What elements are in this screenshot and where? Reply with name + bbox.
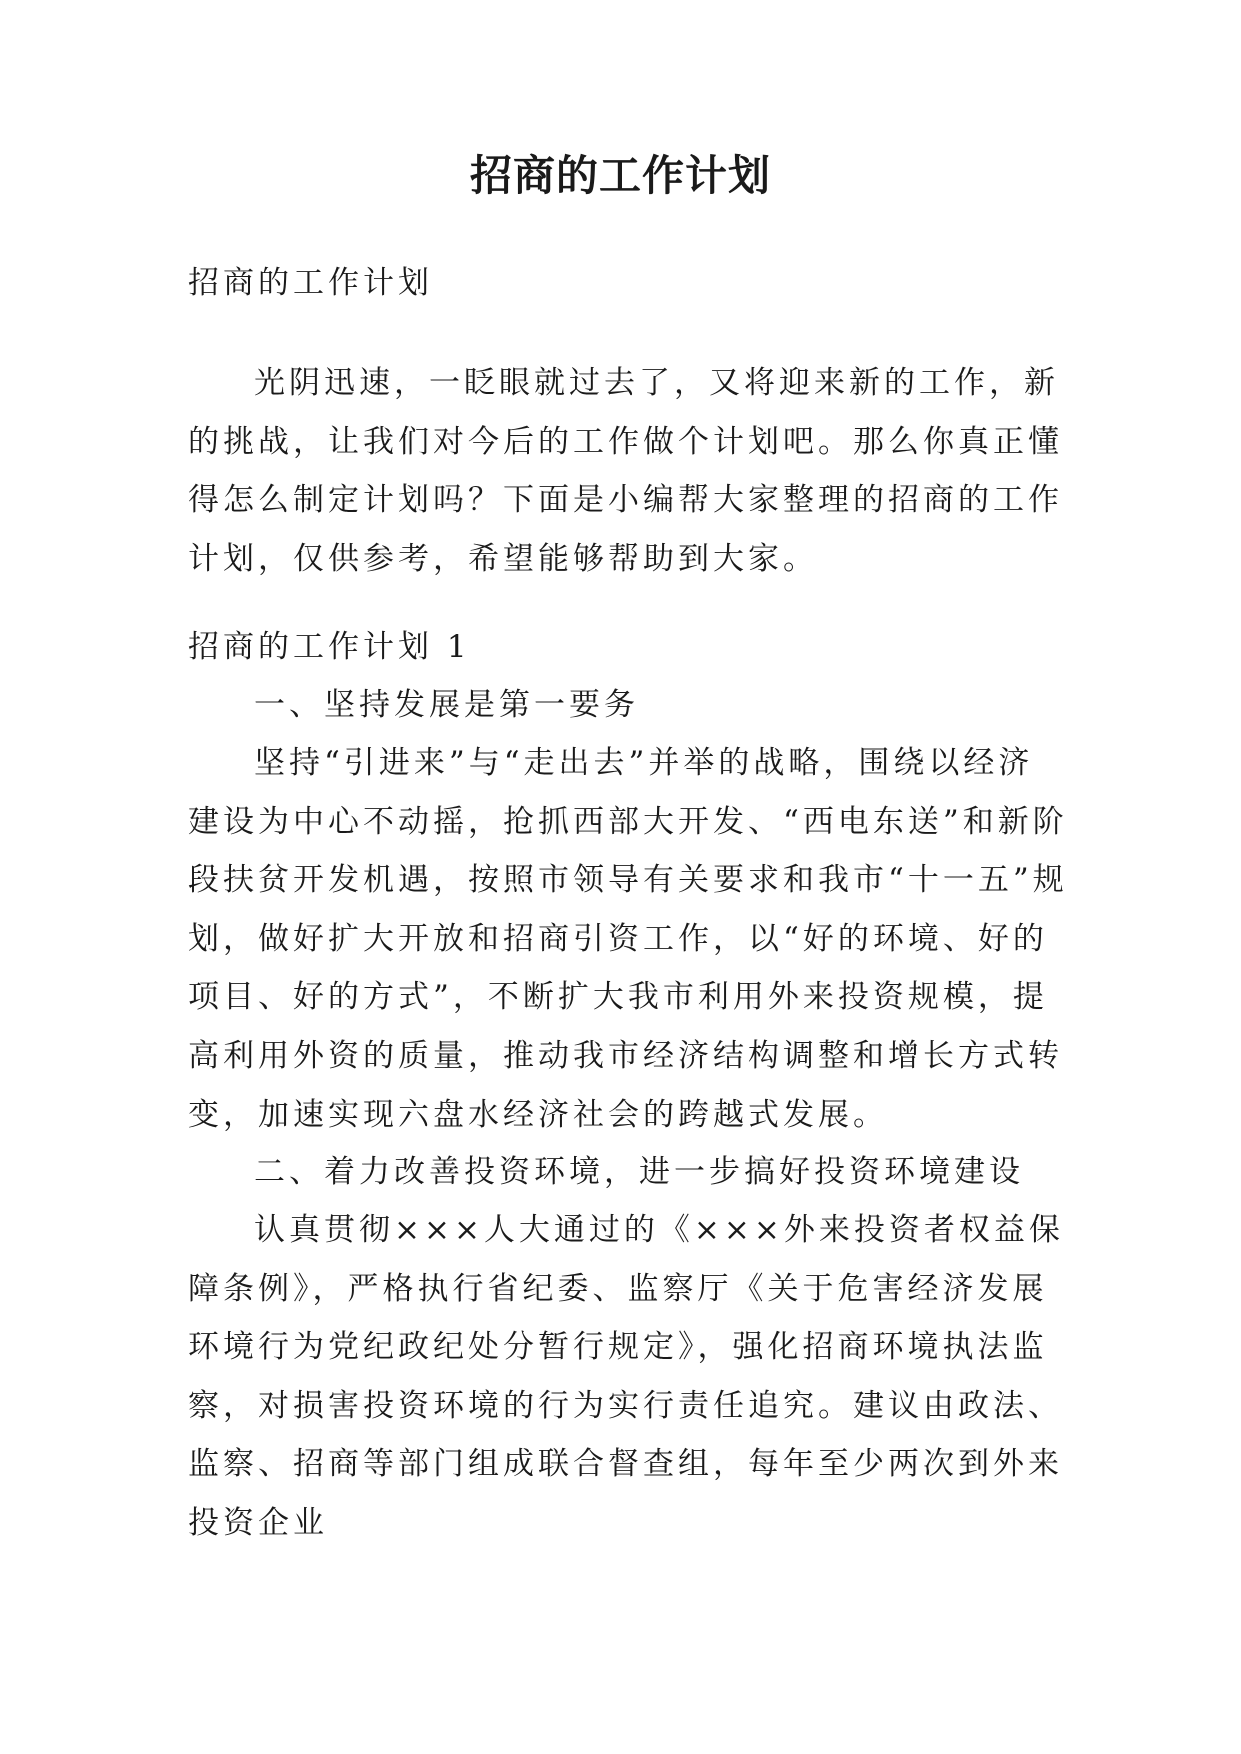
section2-heading: 二、着力改善投资环境，进一步搞好投资环境建设 bbox=[254, 1154, 1024, 1190]
document-title: 招商的工作计划 bbox=[469, 151, 771, 200]
document-subtitle: 招商的工作计划 bbox=[188, 265, 433, 301]
section1-body: 坚持“引进来”与“走出去”并举的战略，围绕以经济建设为中心不动摇，抢抓西部大开发、“西电东送”和新阶段扶贫开发机遇，按照市领导有关要求和我市“十一五”规划，做好扩大开放和招商引资工作，以“好的环境、好的项目、好的方式”，不断扩大我市利用外来投资规模，提高利用外资的质量，推动我市经济结构调整和增长方式转变，加速实现六盘水经济社会的跨越式发展。 bbox=[188, 745, 1068, 1133]
section1-heading: 一、坚持发展是第一要务 bbox=[254, 687, 639, 723]
section2-body: 认真贯彻×××人大通过的《×××外来投资者权益保障条例》，严格执行省纪委、监察厅《关于危害经济发展环境行为党纪政纪处分暂行规定》，强化招商环境执法监察，对损害投资环境的行为实行责任追究。建议由政法、监察、招商等部门组成联合督查组，每年至少两次到外来投资企业 bbox=[188, 1212, 1064, 1541]
section-heading: 招商的工作计划 1 bbox=[188, 629, 471, 665]
intro-paragraph: 光阴迅速，一眨眼就过去了，又将迎来新的工作，新的挑战，让我们对今后的工作做个计划吧。那么你真正懂得怎么制定计划吗？下面是小编帮大家整理的招商的工作计划，仅供参考，希望能够帮助到大家。 bbox=[188, 365, 1063, 577]
